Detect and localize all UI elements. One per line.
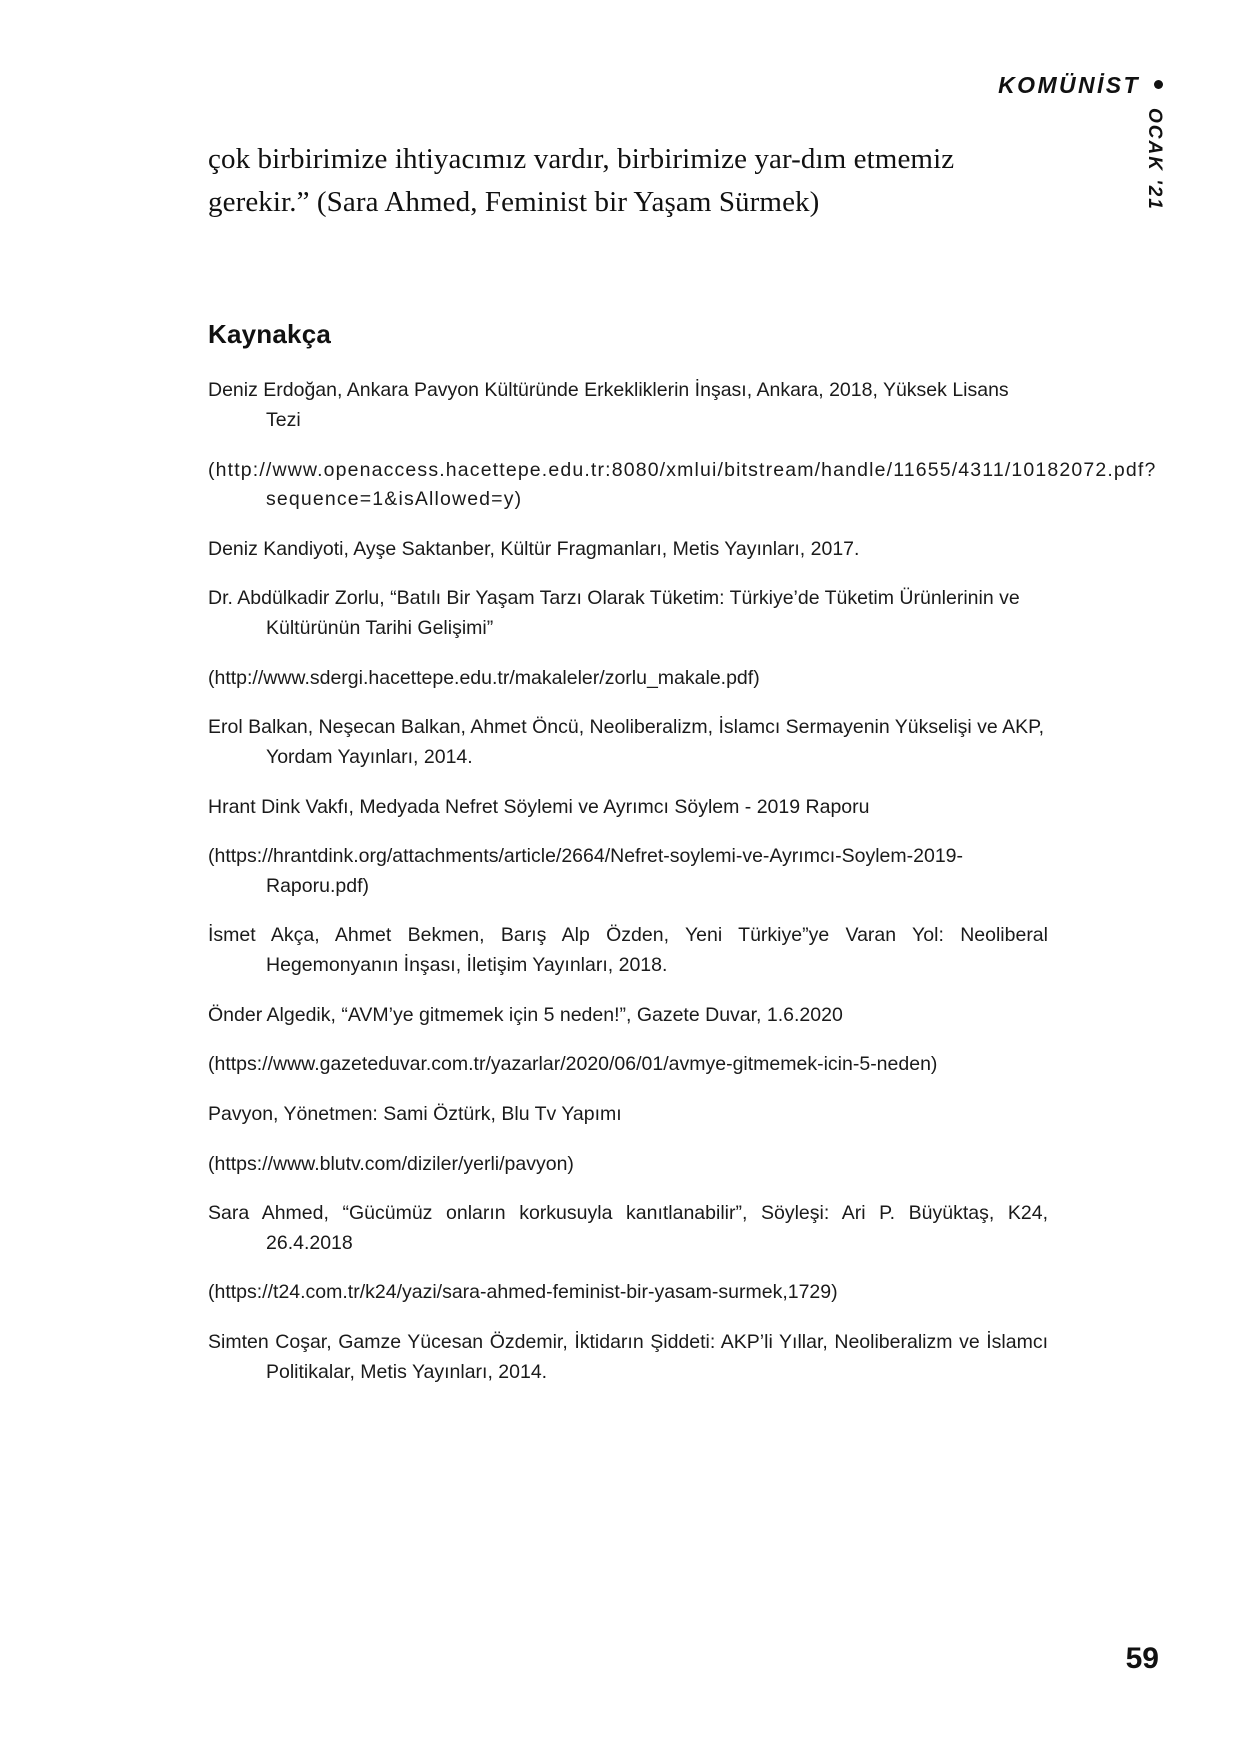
page-title: Kaynakça (208, 319, 332, 350)
list-item: Dr. Abdülkadir Zorlu, “Batılı Bir Yaşam Tarzı Olarak Tüketim: Türkiye’de Tüketim Ürünlerinin ve Kültürünün Tarihi Gelişimi” (208, 587, 1020, 639)
list-item: (http://www.openaccess.hacettepe.edu.tr:8080/xmlui/bitstream/handle/11655/4311/10182072.pdf?sequence=1&isAllowed=y) (208, 458, 1157, 511)
list-item: Hrant Dink Vakfı, Medyada Nefret Söylemi ve Ayrımcı Söylem - 2019 Raporu (208, 795, 870, 818)
list-item: Erol Balkan, Neşecan Balkan, Ahmet Öncü, Neoliberalizm, İslamcı Sermayenin Yükselişi ve AKP, Yordam Yayınları, 2014. (208, 716, 1045, 768)
continued-quote: çok birbirimize ihtiyacımız vardır, birbirimize yar-dım etmemiz gerekir.” (Sara Ahmed, Feminist bir Yaşam Sürmek) (208, 143, 955, 218)
list-item: Deniz Erdoğan, Ankara Pavyon Kültüründe Erkekliklerin İnşası, Ankara, 2018, Yüksek Lisans Tezi (208, 379, 1009, 431)
publication-title: KOMÜNİST (998, 72, 1140, 98)
list-item: Önder Algedik, “AVM’ye gitmemek için 5 neden!”, Gazete Duvar, 1.6.2020 (208, 1003, 843, 1026)
page-number: 59 (1125, 1642, 1159, 1675)
list-item: Sara Ahmed, “Gücümüz onların korkusuyla kanıtlanabilir”, Söyleşi: Ari P. Büyüktaş, K24, 26.4.2018 (208, 1202, 1048, 1254)
running-header (998, 72, 1163, 99)
list-item-link[interactable]: (https://hrantdink.org/attachments/article/2664/Nefret-soylemi-ve-Ayrımcı-Soylem-2019-Raporu.pdf) (208, 845, 964, 897)
bullet-dot-icon (1154, 80, 1163, 89)
list-item: Simten Coşar, Gamze Yücesan Özdemir, İktidarın Şiddeti: AKP’li Yıllar, Neoliberalizm ve İslamcı Politikalar, Metis Yayınları, 2014. (208, 1331, 1048, 1383)
list-item: Pavyon, Yönetmen: Sami Öztürk, Blu Tv Yapımı (208, 1102, 622, 1125)
list-item: (https://www.gazeteduvar.com.tr/yazarlar/2020/06/01/avmye-gitmemek-icin-5-neden) (208, 1053, 938, 1076)
bibliography-list (208, 376, 1157, 1387)
list-item: Deniz Kandiyoti, Ayşe Saktanber, Kültür Fragmanları, Metis Yayınları, 2017. (208, 537, 860, 560)
issue-date: OCAK '21 (1144, 108, 1165, 211)
list-item: İsmet Akça, Ahmet Bekmen, Barış Alp Özden, Yeni Türkiye”ye Varan Yol: Neoliberal Hegemonyanın İnşası, İletişim Yayınları, 2018. (208, 924, 1048, 976)
list-item: (http://www.sdergi.hacettepe.edu.tr/makaleler/zorlu_makale.pdf) (208, 666, 760, 689)
list-item: (https://t24.com.tr/k24/yazi/sara-ahmed-feminist-bir-yasam-surmek,1729) (208, 1281, 838, 1304)
list-item: (https://www.blutv.com/diziler/yerli/pavyon) (208, 1152, 574, 1175)
page-content (208, 138, 1157, 1407)
